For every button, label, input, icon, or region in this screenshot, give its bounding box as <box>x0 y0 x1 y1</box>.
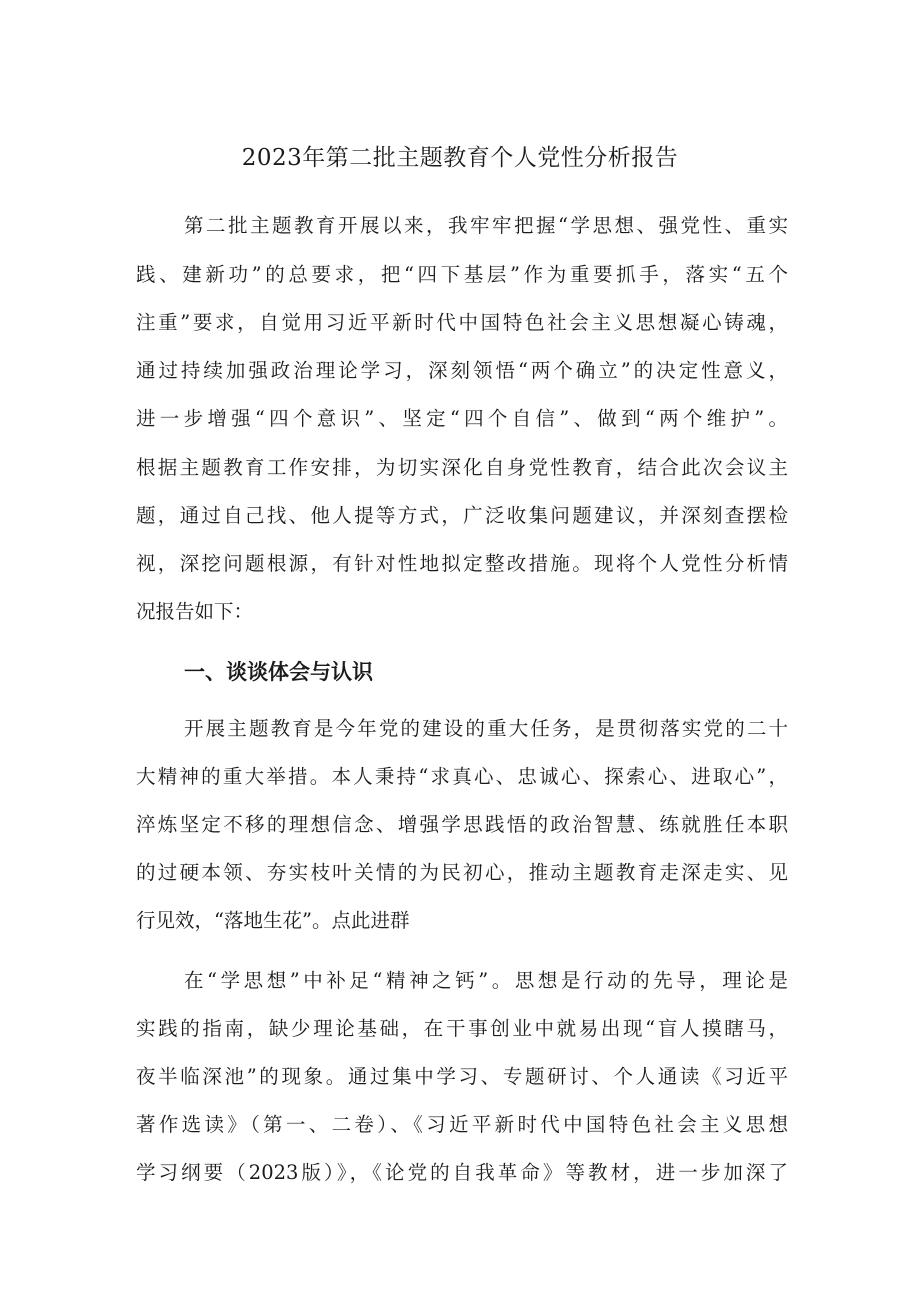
paragraph-3-line-5: 学习纲要（2023版）》，《论党的自我革命》等教材，进一步加深了 <box>136 1161 788 1184</box>
paragraph-1-line-6: 根据主题教育工作安排，为切实深化自身党性教育，结合此次会议主 <box>136 456 788 479</box>
paragraph-2-line-4: 的过硬本领、夯实枝叶关情的为民初心，推动主题教育走深走实、见 <box>136 861 788 884</box>
section-heading: 一、谈谈体会与认识 <box>184 660 373 684</box>
paragraph-3-line-3: 夜半临深池”的现象。通过集中学习、专题研讨、个人通读《习近平 <box>136 1065 788 1088</box>
paragraph-1-line-2: 践、建新功”的总要求，把“四下基层”作为重要抓手，落实“五个 <box>136 263 788 286</box>
paragraph-2-line-1: 开展主题教育是今年党的建设的重大任务，是贯彻落实党的二十 <box>184 717 788 740</box>
paragraph-2-line-3: 淬炼坚定不移的理想信念、增强学思践悟的政治智慧、练就胜任本职 <box>136 813 788 836</box>
paragraph-1-line-4: 通过持续加强政治理论学习，深刻领悟“两个确立”的决定性意义， <box>136 359 788 382</box>
paragraph-3-line-2: 实践的指南，缺少理论基础，在干事创业中就易出现“盲人摸瞎马， <box>136 1017 788 1040</box>
paragraph-1-line-1: 第二批主题教育开展以来，我牢牢把握“学思想、强党性、重实 <box>184 214 788 237</box>
paragraph-1-line-9: 况报告如下： <box>136 600 254 623</box>
paragraph-2-line-2: 大精神的重大举措。本人秉持“求真心、忠诚心、探索心、进取心”， <box>136 765 788 788</box>
paragraph-1-line-3: 注重”要求，自觉用习近平新时代中国特色社会主义思想凝心铸魂， <box>136 311 788 334</box>
paragraph-1-line-5: 进一步增强“四个意识”、坚定“四个自信”、做到“两个维护”。 <box>136 407 788 430</box>
paragraph-3-line-4: 著作选读》（第一、二卷）、《习近平新时代中国特色社会主义思想 <box>136 1113 788 1136</box>
paragraph-1-line-7: 题，通过自己找、他人提等方式，广泛收集问题建议，并深刻查摆检 <box>136 504 788 527</box>
paragraph-1-line-8: 视，深挖问题根源，有针对性地拟定整改措施。现将个人党性分析情 <box>136 552 788 575</box>
paragraph-2-line-5: 行见效，“落地生花”。点此进群 <box>136 909 410 932</box>
document-title: 2023年第二批主题教育个人党性分析报告 <box>241 145 679 171</box>
paragraph-3-line-1: 在“学思想”中补足“精神之钙”。思想是行动的先导，理论是 <box>184 969 788 992</box>
